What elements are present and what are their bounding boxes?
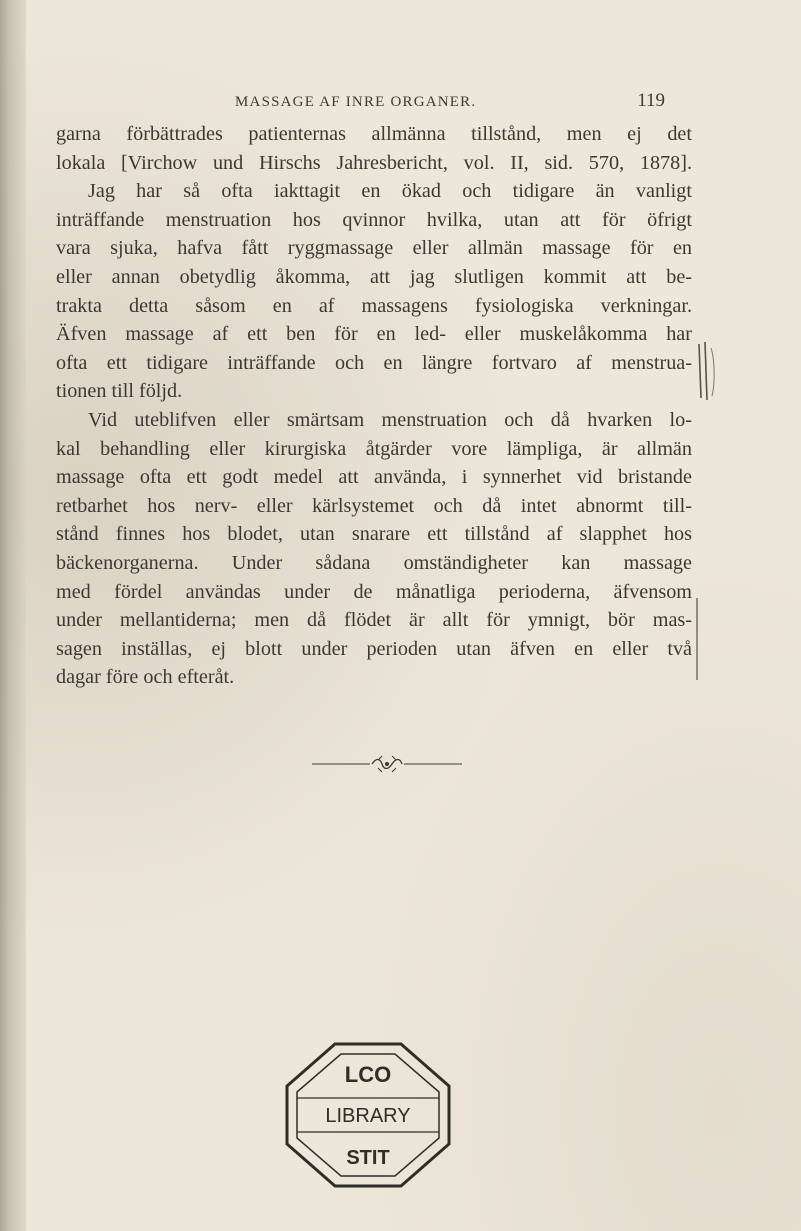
text-line: stånd finnes hos blodet, utan snarare ett tillstånd af slapphet hos (56, 523, 692, 546)
text-line: med fördel användas under de månatliga perioderna, äfvensom (56, 580, 692, 603)
text-line: vara sjuka, hafva fått ryggmassage eller allmän massage för en (56, 237, 692, 260)
text-line: sagen inställas, ej blott under perioden utan äfven en eller två (56, 637, 692, 660)
text-line: under mellantiderna; men då flödet är allt för ymnigt, bör mas- (56, 609, 692, 632)
text-line: Jag har så ofta iakttagit en ökad och tidigare än vanligt (88, 180, 692, 203)
svg-text:LCO: LCO (344, 1062, 392, 1087)
text-line: bäckenorganerna. Under sådana omständigheter kan massage (56, 551, 692, 574)
library-stamp (283, 1040, 453, 1190)
page-gutter-shadow (0, 0, 26, 1231)
text-line: tionen till följd. (56, 380, 183, 403)
text-line: lokala [Virchow und Hirschs Jahresbericht, vol. II, sid. 570, 1878]. (56, 151, 692, 174)
page-number: 119 (637, 90, 665, 111)
text-line: trakta detta såsom en af massagens fysiologiska verkningar. (56, 294, 692, 317)
text-line: dagar före och efteråt. (56, 666, 235, 689)
text-line: garna förbättrades patienternas allmänna tillstånd, men ej det (56, 123, 692, 145)
text-line: eller annan obetydlig åkomma, att jag slutligen kommit att be- (56, 265, 692, 288)
svg-text:STIT: STIT (346, 1147, 390, 1169)
text-line: Äfven massage af ett ben för en led- eller muskelåkomma har (56, 323, 692, 346)
text-line: massage ofta ett godt medel att använda, i synnerhet vid bristande (56, 466, 692, 489)
text-line: ofta ett tidigare inträffande och en längre fortvaro af menstrua- (56, 351, 692, 374)
section-end-ornament (312, 754, 462, 774)
text-line: retbarhet hos nerv- eller kärlsystemet och då intet abnormt till- (56, 494, 692, 517)
svg-text:LIBRARY: LIBRARY (325, 1105, 411, 1127)
text-line: kal behandling eller kirurgiska åtgärder vore lämpliga, är allmän (56, 437, 692, 460)
body-text (56, 120, 692, 692)
text-line: inträffande menstruation hos qvinnor hvilka, utan att för öfrigt (56, 208, 692, 231)
library-stamp-graphic (283, 1040, 453, 1190)
running-title: MASSAGE AF INRE ORGANER. (235, 94, 477, 110)
margin-bracket-mark (694, 596, 700, 682)
text-line: Vid uteblifven eller smärtsam menstruation och då hvarken lo- (88, 408, 692, 431)
margin-pencil-mark (695, 340, 719, 402)
